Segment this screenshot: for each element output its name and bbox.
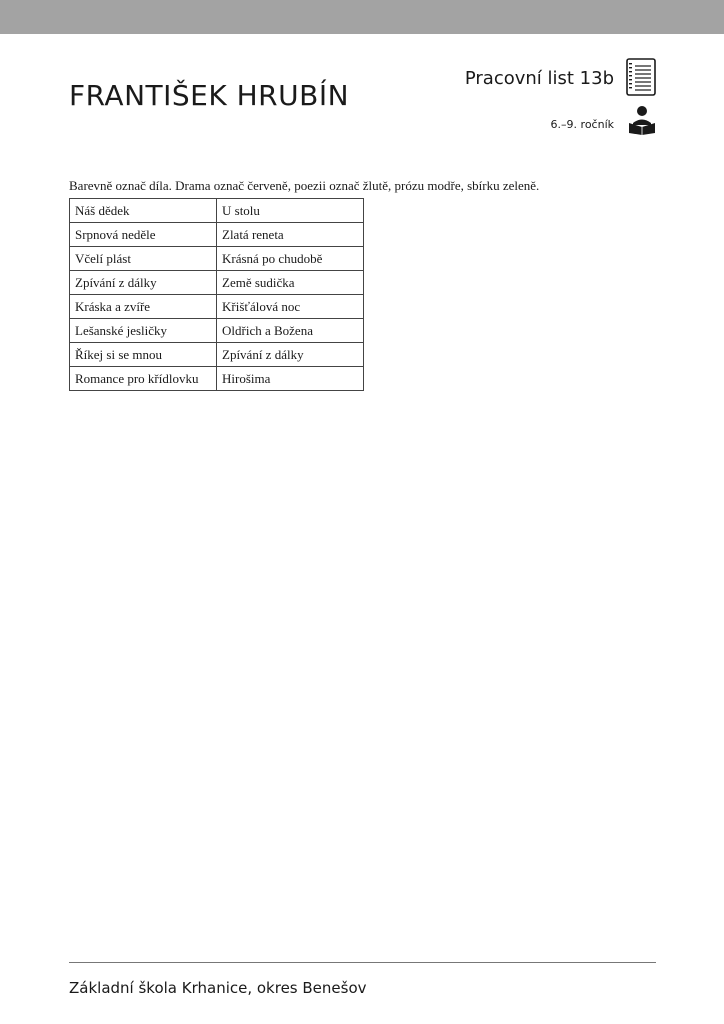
table-row [70, 367, 364, 391]
table-cell: Krásná po chudobě [217, 247, 364, 271]
table-cell: Zlatá reneta [217, 223, 364, 247]
table-cell: Lešanské jesličky [70, 319, 217, 343]
table-row [70, 247, 364, 271]
table-row [70, 271, 364, 295]
table-cell: Romance pro křídlovku [70, 367, 217, 391]
works-table [69, 198, 364, 391]
table-cell: Kráska a zvíře [70, 295, 217, 319]
task-instruction: Barevně označ díla. Drama označ červeně, poezii označ žlutě, prózu modře, sbírku zeleně. [69, 178, 540, 193]
footer-divider [69, 962, 656, 963]
table-row [70, 199, 364, 223]
table-row [70, 319, 364, 343]
table-cell: Říkej si se mnou [70, 343, 217, 367]
table-row [70, 295, 364, 319]
table-cell: Srpnová neděle [70, 223, 217, 247]
table-cell: Křišťálová noc [217, 295, 364, 319]
footer-school: Základní škola Krhanice, okres Benešov [69, 979, 367, 997]
table-row [70, 223, 364, 247]
table-cell: Země sudička [217, 271, 364, 295]
top-bar [0, 0, 724, 34]
table-cell: Hirošima [217, 367, 364, 391]
reader-icon [627, 105, 657, 135]
table-cell: Zpívání z dálky [217, 343, 364, 367]
table-row [70, 343, 364, 367]
table-cell: Náš dědek [70, 199, 217, 223]
notebook-icon [626, 58, 656, 96]
worksheet-label: Pracovní list 13b [464, 68, 614, 89]
table-cell: Oldřich a Božena [217, 319, 364, 343]
table-cell: Včelí plást [70, 247, 217, 271]
table-cell: U stolu [217, 199, 364, 223]
table-cell: Zpívání z dálky [70, 271, 217, 295]
page-title: FRANTIŠEK HRUBÍN [69, 78, 350, 112]
grade-label: 6.–9. ročník [550, 118, 614, 131]
